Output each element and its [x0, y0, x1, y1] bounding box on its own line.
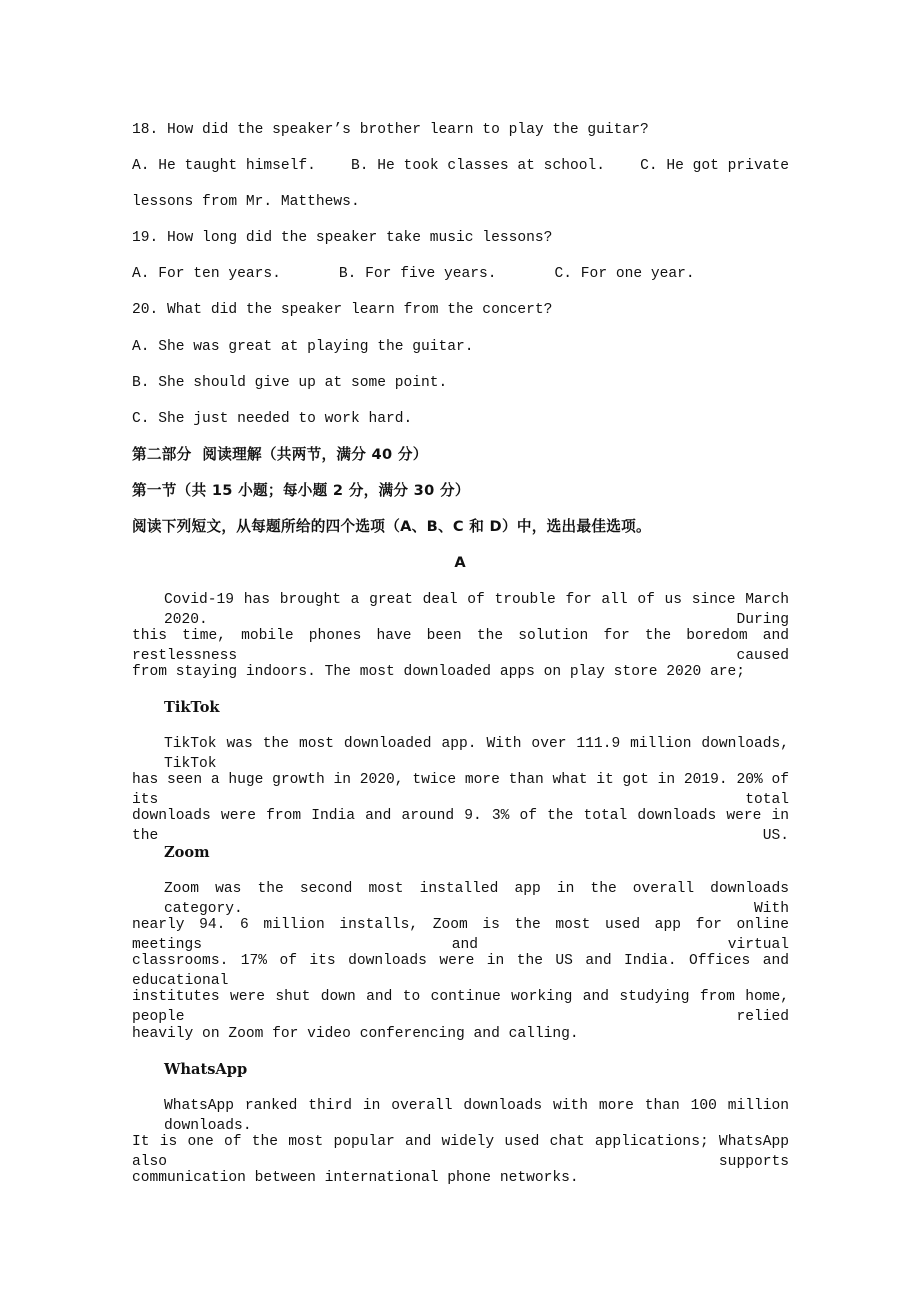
question-19-option-b: B. For five years. — [338, 266, 497, 282]
question-20-option-b: B. She should give up at some point. — [132, 375, 448, 391]
passage-intro-line-2: this time, mobile phones have been the solution for the boredom and restlessness caused — [132, 628, 789, 664]
question-19-option-c: C. For one year. — [554, 266, 695, 282]
tiktok-heading: TikTok — [164, 699, 220, 716]
question-20-stem: 20. What did the speaker learn from the concert? — [132, 302, 553, 318]
zoom-line-1: Zoom was the second most installed app in the overall downloads category. With — [164, 881, 789, 917]
zoom-line-5: heavily on Zoom for video conferencing and calling. — [132, 1026, 579, 1042]
tiktok-line-3: downloads were from India and around 9. 3% of the total downloads were in the US. — [132, 808, 789, 844]
whatsapp-line-1: WhatsApp ranked third in overall downloads with more than 100 million downloads. — [164, 1098, 789, 1134]
passage-label: A — [454, 554, 466, 571]
section-instruction: 阅读下列短文，从每题所给的四个选项（A、B、C 和 D）中，选出最佳选项。 — [132, 518, 651, 535]
question-18-stem: 18. How did the speaker’s brother learn to play the guitar? — [132, 122, 649, 138]
question-18-option-b: B. He took classes at school. — [351, 158, 605, 174]
question-18-option-a: A. He taught himself. — [132, 158, 316, 174]
section-title: 第一节（共 15 小题；每小题 2 分，满分 30 分） — [132, 482, 470, 499]
tiktok-line-1: TikTok was the most downloaded app. With over 111.9 million downloads, TikTok — [164, 736, 789, 772]
question-19-option-a: A. For ten years. — [132, 266, 281, 282]
part-title: 第二部分 阅读理解（共两节，满分 40 分） — [132, 446, 428, 463]
question-18-option-c: C. He got private — [640, 158, 789, 174]
whatsapp-line-3: communication between international phone networks. — [132, 1170, 579, 1186]
zoom-line-4: institutes were shut down and to continue working and studying from home, people relied — [132, 989, 789, 1025]
zoom-line-2: nearly 94. 6 million installs, Zoom is the most used app for online meetings and virtual — [132, 917, 789, 953]
whatsapp-heading: WhatsApp — [164, 1061, 248, 1078]
tiktok-line-2: has seen a huge growth in 2020, twice more than what it got in 2019. 20% of its total — [132, 772, 789, 808]
passage-intro-line-1: Covid-19 has brought a great deal of trouble for all of us since March 2020. During — [164, 592, 789, 628]
question-18-option-c-continued: lessons from Mr. Matthews. — [132, 194, 360, 210]
question-20-option-a: A. She was great at playing the guitar. — [132, 339, 474, 355]
zoom-heading: Zoom — [164, 844, 210, 861]
question-19-stem: 19. How long did the speaker take music lessons? — [132, 230, 553, 246]
passage-intro-line-3: from staying indoors. The most downloaded apps on play store 2020 are; — [132, 664, 746, 680]
question-20-option-c: C. She just needed to work hard. — [132, 411, 413, 427]
whatsapp-line-2: It is one of the most popular and widely used chat applications; WhatsApp also supports — [132, 1134, 789, 1170]
question-18-options — [132, 156, 789, 176]
zoom-line-3: classrooms. 17% of its downloads were in the US and India. Offices and educational — [132, 953, 789, 989]
question-19-options — [132, 264, 789, 284]
